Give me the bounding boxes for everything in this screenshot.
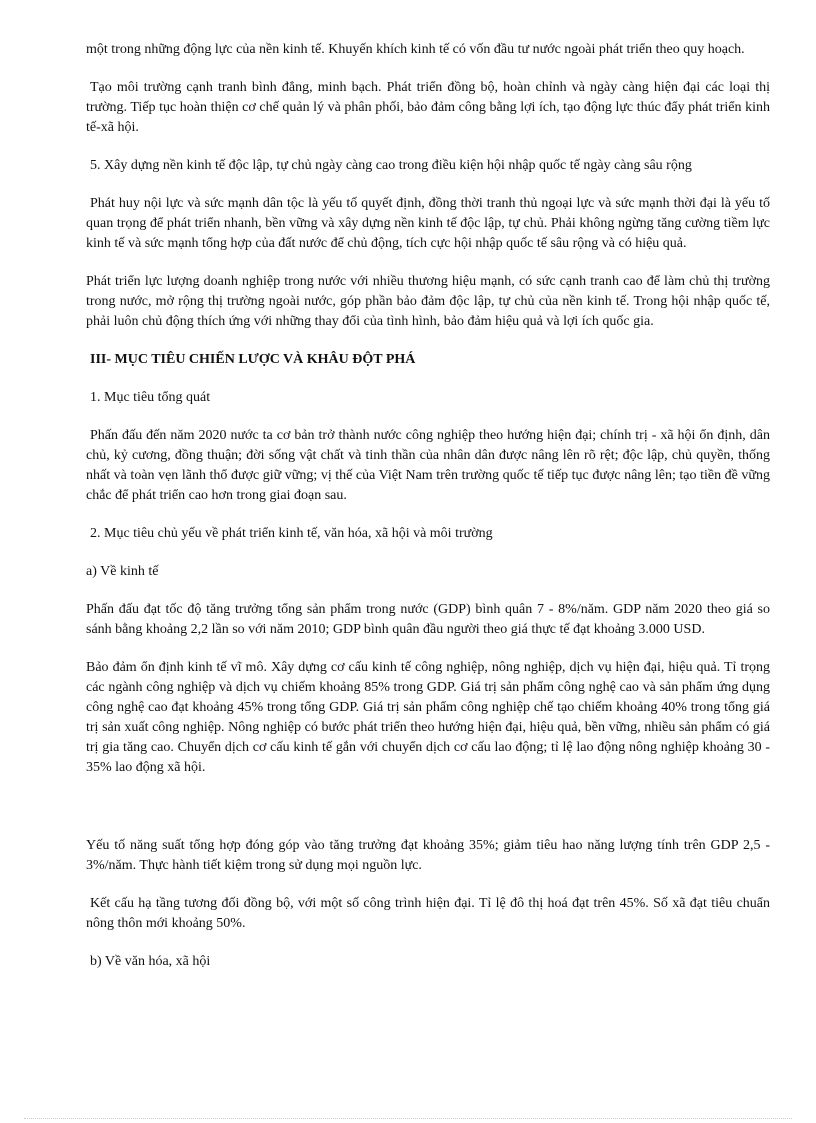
subsection-economy: a) Về kinh tế	[86, 564, 159, 579]
subsection-main-goals: 2. Mục tiêu chủ yếu về phát triển kinh tế, văn hóa, xã hội và môi trường	[90, 526, 493, 541]
paragraph-general-goal: Phấn đấu đến năm 2020 nước ta cơ bản trở thành nước công nghiệp theo hướng hiện đại; chính trị - xã hội ổn định, dân chủ, kỷ cương, đồng thuận; đời sống vật chất và tinh thần của nhân dân được nâng lên rõ rệt; độc lập, chủ quyền, thống nhất và toàn vẹn lãnh thổ được giữ vững; vị thế của Việt Nam trên trường quốc tế tiếp tục được nâng lên; tạo tiền đề vững chắc để phát triển cao hơn trong giai đoạn sau.	[86, 428, 770, 503]
paragraph-macro-stability: Bảo đảm ổn định kinh tế vĩ mô. Xây dựng cơ cấu kinh tế công nghiệp, nông nghiệp, dịch vụ hiện đại, hiệu quả. Tỉ trọng các ngành công nghiệp và dịch vụ chiếm khoảng 85% trong GDP. Giá trị sản phẩm công nghệ cao và sản phẩm ứng dụng công nghệ cao đạt khoảng 45% trong tổng GDP. Giá trị sản phẩm công nghiệp chế tạo chiếm khoảng 40% trong tổng giá trị sản xuất công nghiệp. Nông nghiệp có bước phát triển theo hướng hiện đại, hiệu quả, bền vững, nhiều sản phẩm có giá trị gia tăng cao. Chuyển dịch cơ cấu kinh tế gắn với chuyển dịch cơ cấu lao động; tỉ lệ lao động nông nghiệp khoảng 30 - 35% lao động xã hội.	[86, 660, 770, 775]
subsection-culture-society: b) Về văn hóa, xã hội	[90, 954, 211, 969]
paragraph-economic-drivers: một trong những động lực của nền kinh tế. Khuyến khích kinh tế có vốn đầu tư nước ngoài phát triển theo quy hoạch.	[86, 42, 745, 57]
page-bottom-divider	[24, 1118, 792, 1119]
paragraph-domestic-enterprises: Phát triển lực lượng doanh nghiệp trong nước với nhiều thương hiệu mạnh, có sức cạnh tranh cao để làm chủ thị trường trong nước, mở rộng thị trường ngoài nước, góp phần bảo đảm độc lập, tự chủ của nền kinh tế. Trong hội nhập quốc tế, phải luôn chủ động thích ứng với những thay đổi của tình hình, bảo đảm hiệu quả và lợi ích quốc gia.	[86, 274, 770, 329]
subsection-general-goal: 1. Mục tiêu tổng quát	[90, 390, 211, 405]
section-iii-heading: III- MỤC TIÊU CHIẾN LƯỢC VÀ KHÂU ĐỘT PHÁ	[90, 352, 416, 367]
section-5-heading: 5. Xây dựng nền kinh tế độc lập, tự chủ ngày càng cao trong điều kiện hội nhập quốc tế ngày càng sâu rộng	[90, 158, 692, 173]
paragraph-competitive-environment: Tạo môi trường cạnh tranh bình đẳng, minh bạch. Phát triển đồng bộ, hoàn chỉnh và ngày càng hiện đại các loại thị trường. Tiếp tục hoàn thiện cơ chế quản lý và phân phối, bảo đảm công bằng lợi ích, tạo động lực thúc đẩy phát triển kinh tế-xã hội.	[86, 80, 770, 135]
paragraph-infrastructure: Kết cấu hạ tầng tương đối đồng bộ, với một số công trình hiện đại. Tỉ lệ đô thị hoá đạt trên 45%. Số xã đạt tiêu chuẩn nông thôn mới khoảng 50%.	[86, 896, 770, 931]
paragraph-gdp-growth: Phấn đấu đạt tốc độ tăng trưởng tổng sản phẩm trong nước (GDP) bình quân 7 - 8%/năm. GDP năm 2020 theo giá so sánh bằng khoảng 2,2 lần so với năm 2010; GDP bình quân đầu người theo giá thực tế đạt khoảng 3.000 USD.	[86, 602, 770, 637]
document-page	[86, 40, 770, 990]
paragraph-internal-strength: Phát huy nội lực và sức mạnh dân tộc là yếu tố quyết định, đồng thời tranh thủ ngoại lực và sức mạnh thời đại là yếu tố quan trọng để phát triển nhanh, bền vững và xây dựng nền kinh tế độc lập, tự chủ. Phải không ngừng tăng cường tiềm lực kinh tế và sức mạnh tổng hợp của đất nước để chủ động, tích cực hội nhập quốc tế sâu rộng và có hiệu quả.	[86, 196, 770, 251]
paragraph-productivity: Yếu tố năng suất tổng hợp đóng góp vào tăng trưởng đạt khoảng 35%; giảm tiêu hao năng lượng tính trên GDP 2,5 - 3%/năm. Thực hành tiết kiệm trong sử dụng mọi nguồn lực.	[86, 838, 770, 873]
